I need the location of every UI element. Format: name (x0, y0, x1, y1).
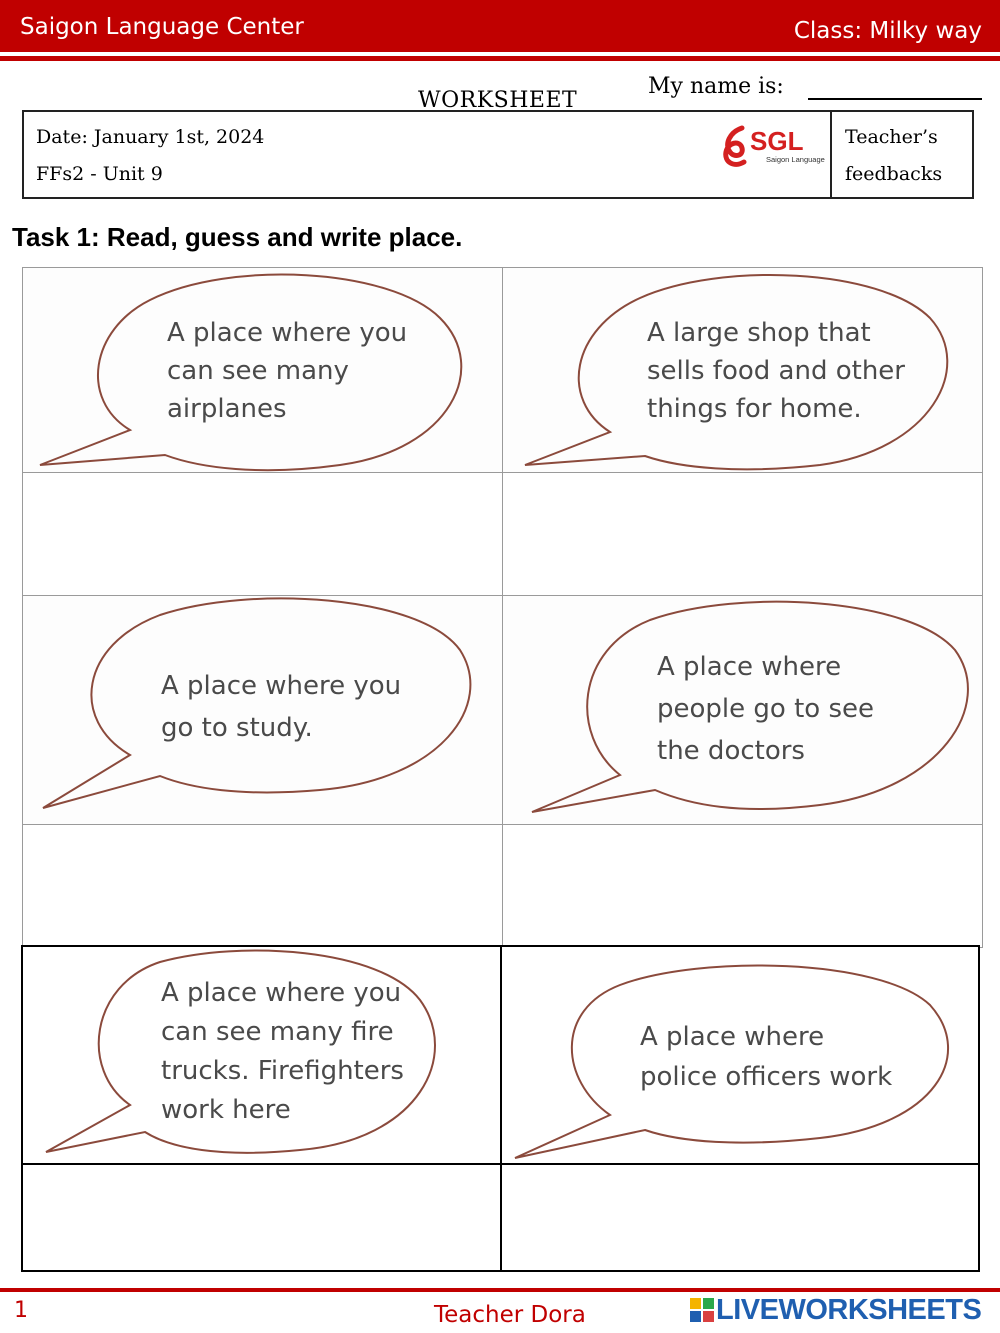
teacher-name: Teacher Dora (434, 1302, 586, 1328)
worksheet-title: WORKSHEET (418, 88, 578, 113)
clue-3 (161, 665, 401, 749)
date-text: Date: January 1st, 2024 (36, 126, 265, 148)
clue-line: things for home. (647, 394, 862, 424)
logo-subtitle: Saigon Language (766, 155, 825, 164)
clue-line: sells food and other (647, 356, 905, 386)
clue-line: police officers work (640, 1062, 893, 1092)
unit-text: FFs2 - Unit 9 (36, 163, 163, 185)
clue-line: work here (161, 1095, 291, 1125)
page-number: 1 (14, 1298, 28, 1323)
clue-line: airplanes (167, 394, 287, 424)
class-label: Class: Milky way (793, 18, 982, 44)
task-title: Task 1: Read, guess and write place. (12, 222, 463, 252)
clue-line: go to study. (161, 713, 313, 743)
clue-line: A place where you (167, 318, 408, 348)
clue-5 (161, 974, 404, 1130)
clue-line: A large shop that (647, 318, 871, 348)
clue-line: trucks. Firefighters (161, 1056, 404, 1086)
liveworksheets-text: LIVEWORKSHEETS (716, 1294, 982, 1326)
name-label: My name is: (648, 74, 784, 99)
clue-4 (657, 646, 874, 772)
clue-line: can see many fire (161, 1017, 394, 1047)
logo-text: SGL (750, 126, 804, 156)
clue-line: can see many (167, 356, 349, 386)
clue-line: A place where (640, 1022, 825, 1052)
clue-1 (167, 314, 407, 428)
clue-2 (647, 314, 905, 428)
clue-line: the doctors (657, 736, 805, 766)
feedback-label-line1: Teacher’s (845, 126, 938, 148)
feedback-label-line2: feedbacks (845, 163, 943, 185)
clue-line: A place where (657, 652, 842, 682)
clue-6 (640, 1017, 892, 1097)
liveworksheets-icon (690, 1298, 714, 1322)
center-name: Saigon Language Center (20, 14, 304, 40)
clue-line: A place where you (161, 978, 402, 1008)
clue-line: people go to see (657, 694, 874, 724)
liveworksheets-brand (690, 1294, 981, 1324)
footer-rule (0, 1288, 1000, 1292)
clue-line: A place where you (161, 671, 402, 701)
